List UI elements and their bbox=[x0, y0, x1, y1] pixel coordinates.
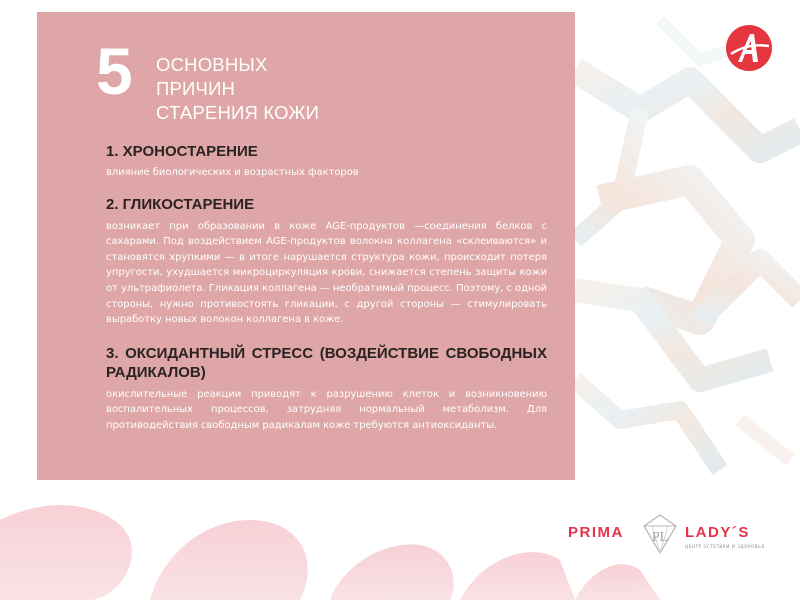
section-text: возникает при образовании в коже AGE-продуктов —соединения белков с сахарами. Под воздействием AGE-продуктов волокна коллагена «склеиваются» и становятся хрупкими — в итоге нарушается структура кожи, происходит потеря упругости, ухудшается микроциркуляция крови, снижается степень защиты кожи от ультрафиолета. Гликация коллагена — необратимый процесс. Поэтому, с одной стороны, нужно противостоять гликации, с другой стороны — стимулировать выработку новых волокон коллагена в коже. bbox=[106, 220, 547, 326]
section-glycation bbox=[106, 195, 547, 328]
emblem-letters: PL bbox=[651, 530, 669, 545]
brand-name-left: PRIMA bbox=[568, 524, 624, 541]
diamond-pl-emblem-icon bbox=[640, 514, 680, 554]
section-oxidative-stress bbox=[106, 344, 547, 434]
title-line: СТАРЕНИЯ КОЖИ bbox=[156, 102, 320, 123]
section-text: окислительные реакции приводят к разрушению клеток и возникновению воспалительных процессов, затрудняя нормальный метаболизм. Для противодействия свободным радикалам коже требуются антиоксиданты. bbox=[106, 388, 547, 431]
brand-name-right: LADY´S bbox=[685, 524, 750, 541]
title-line: ПРИЧИН bbox=[156, 78, 236, 99]
section-text: влияние биологических и возрастных факторов bbox=[106, 167, 359, 178]
section-chronoaging bbox=[106, 142, 547, 181]
slide-title bbox=[156, 53, 416, 125]
section-heading: 3. ОКСИДАНТНЫЙ СТРЕСС (ВОЗДЕЙСТВИЕ СВОБОДНЫХ РАДИКАЛОВ) bbox=[106, 344, 547, 381]
brand-logo bbox=[568, 514, 768, 554]
title-line: ОСНОВНЫХ bbox=[156, 54, 268, 75]
stylized-a-logo-icon bbox=[725, 24, 773, 72]
section-heading: 1. ХРОНОСТАРЕНИЕ bbox=[106, 143, 258, 160]
causes-list bbox=[106, 142, 547, 434]
brand-tagline: ЦЕНТР ЭСТЕТИКИ И ЗДОРОВЬЯ bbox=[685, 544, 765, 549]
section-heading: 2. ГЛИКОСТАРЕНИЕ bbox=[106, 195, 255, 213]
slide-number: 5 bbox=[96, 34, 133, 108]
